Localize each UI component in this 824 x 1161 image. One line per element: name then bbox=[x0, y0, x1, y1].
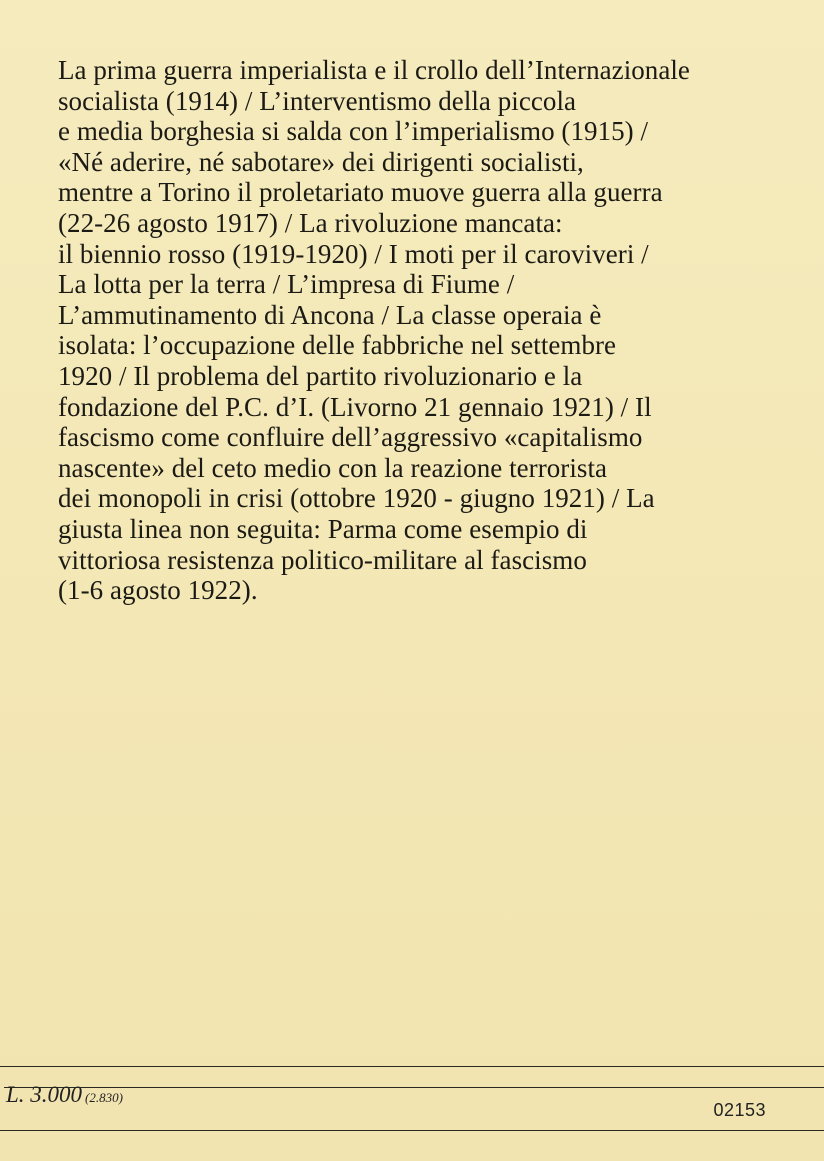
blurb-line: socialista (1914) / L’interventismo della piccola bbox=[58, 85, 577, 116]
blurb-line: fascismo come confluire dell’aggressivo «capitalismo bbox=[58, 422, 643, 453]
footer-rule-top bbox=[0, 1066, 824, 1067]
footer-rule-bottom bbox=[0, 1130, 824, 1131]
footer-rule-middle bbox=[4, 1087, 824, 1088]
blurb-line: La prima guerra imperialista e il crollo dell’Internazionale bbox=[58, 55, 690, 85]
blurb-line: vittoriosa resistenza politico-militare al fascismo bbox=[58, 544, 587, 575]
blurb-line: L’ammutinamento di Ancona / La classe operaia è bbox=[58, 299, 602, 330]
catalog-code: 02153 bbox=[713, 1100, 766, 1120]
blurb-line: nascente» del ceto medio con la reazione terrorista bbox=[58, 452, 608, 483]
blurb-line: e media borghesia si salda con l’imperialismo (1915) / bbox=[58, 116, 649, 147]
blurb-line: giusta linea non seguita: Parma come esempio di bbox=[58, 513, 588, 544]
blurb-line: La lotta per la terra / L’impresa di Fiume / bbox=[58, 269, 515, 300]
blurb-line: fondazione del P.C. d’I. (Livorno 21 gennaio 1921) / Il bbox=[58, 391, 652, 422]
cover-blurb bbox=[58, 55, 778, 606]
price-label bbox=[6, 1082, 123, 1108]
price-value: L. 3.000 bbox=[6, 1082, 83, 1107]
blurb-line: isolata: l’occupazione delle fabbriche nel settembre bbox=[58, 330, 617, 361]
blurb-line: (22-26 agosto 1917) / La rivoluzione mancata: bbox=[58, 207, 563, 238]
blurb-line: dei monopoli in crisi (ottobre 1920 - giugno 1921) / La bbox=[58, 483, 655, 514]
blurb-line: (1-6 agosto 1922). bbox=[58, 575, 258, 606]
blurb-line: mentre a Torino il proletariato muove guerra alla guerra bbox=[58, 177, 663, 208]
blurb-line: 1920 / Il problema del partito rivoluzionario e la bbox=[58, 360, 583, 391]
blurb-line: «Né aderire, né sabotare» dei dirigenti socialisti, bbox=[58, 146, 584, 177]
price-secondary: (2.830) bbox=[85, 1090, 123, 1105]
blurb-line: il biennio rosso (1919-1920) / I moti per il caroviveri / bbox=[58, 238, 649, 269]
